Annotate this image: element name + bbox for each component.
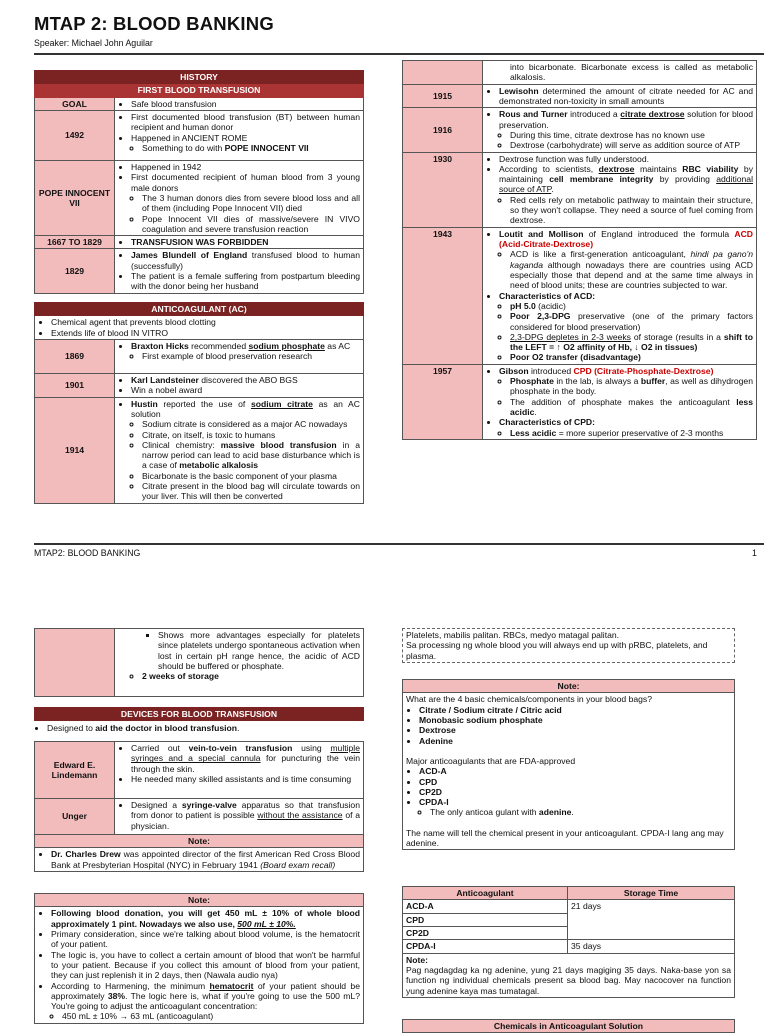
p2-cont-table (34, 628, 364, 697)
note2-c: • The logic is, you have to collect a certain amount of blood that won't be harmful to your patient. Because if you collect this amount of blood from your patient, they can just replenish it in 2 days, then (Nawala audio nya) (51, 950, 360, 981)
fda-item-2: • CPD (419, 777, 731, 787)
year-1829: 1829 (35, 249, 115, 293)
year-1916: 1916 (403, 108, 483, 152)
devices-table (34, 741, 364, 872)
year-1957: 1957 (403, 364, 483, 439)
note3-item-4: • Adenine (419, 736, 731, 746)
lind-a: • Carried out vein-to-vein transfusion using multiple syringes and a special cannula for puncturing the vein through the skin. (131, 743, 360, 774)
page-number: 1 (752, 548, 757, 558)
p2-right-top (402, 628, 735, 663)
storage-note-label: Note: (406, 954, 428, 965)
p2-cont-b: ◦ 2 weeks of storage (142, 671, 360, 681)
note1-text: • Dr. Charles Drew was appointed director of the first American Red Cross Blood Bank at Presbyterian Hospital (NYC) in February 1941 (Board exam recall) (51, 849, 360, 870)
y1914-f: ◦ Citrate present in the blood bag will circulate towards on your liver. This will then be converted (142, 481, 360, 502)
note2-a: • Following blood donation, you will get 450 mL ± 10% of whole blood approximately 1 pint. Nowadays we also use, 500 mL ± 10%. (51, 908, 360, 929)
note3-name: The name will tell the chemical present in your anticoagulant. CPDA-I lang ang may adenine. (406, 827, 724, 849)
y1914-d: ◦ Clinical chemistry: massive blood transfusion in a narrow period can lead to acid base disturbance which is a case of metabolic alkalosis (142, 440, 360, 471)
lindemann-label: Edward E. Lindemann (35, 742, 115, 799)
anticoag-table (34, 302, 364, 504)
fda-item-3: • CP2D (419, 787, 731, 797)
y1829-a: • James Blundell of England transfused blood to human (successfully) (131, 250, 360, 271)
note2-b: • Primary consideration, since we're talking about blood volume, is the hematocrit of your patient. (51, 929, 360, 950)
goal-text: • Safe blood transfusion (131, 99, 360, 109)
y1869-a: • Braxton Hicks recommended sodium phosphate as AC (131, 341, 360, 351)
ac-bullet-1: • Chemical agent that prevents blood clotting (51, 317, 360, 327)
y1829-b: • The patient is a female suffering from postpartum bleeding with the donor being her husband (131, 271, 360, 292)
pope-b: • First documented recipient of human blood from 3 young male donors (131, 172, 360, 193)
y1916-b: ◦ During this time, citrate dextrose has no known use (510, 130, 753, 140)
y1914-b: ◦ Sodium citrate is considered as a major AC nowadays (142, 419, 360, 429)
storage-row-name: CPDA-I (403, 940, 568, 953)
unger-label: Unger (35, 799, 115, 835)
first-bt-heading: FIRST BLOOD TRANSFUSION (35, 84, 364, 97)
bottom-heading: Chemicals in Anticoagulant Solution (403, 1020, 735, 1033)
p2-cont-a: ▪ Shows more advantages especially for platelets since platelets undergo spontaneous activation when lost in certain pH range hence, the acidic of ACD should be buffered or phosphate. (158, 630, 360, 671)
note3-heading: Note: (403, 680, 735, 693)
note3-only: ◦ The only anticoa gulant with adenine. (430, 807, 731, 817)
note2-e: ◦ 450 mL ± 10% → 63 mL (anticoagulant) (62, 1011, 360, 1021)
unger-a: • Designed a syringe-valve apparatus so that transfusion from donor to patient is possible without the assistance of a physician. (131, 800, 360, 831)
pope-c: ◦ The 3 human donors dies from severe blood loss and all of them (including Pope Innocent VII) died (142, 193, 360, 214)
y1930-a: • Dextrose function was fully understood. (499, 154, 753, 164)
note2-heading: Note: (35, 894, 364, 907)
y1943-b: ◦ ACD is like a first-generation anticoagulant, hindi pa gano'n kaganda although nowadays there are countries using ACD especially those that depend and at the same time always in need of blood units; these are countries subjected to war. (510, 249, 753, 290)
speaker-line: Speaker: Michael John Aguilar (34, 38, 153, 48)
y1930-c: ◦ Red cells rely on metabolic pathway to maintain their structure, so they won't collapse. They need a source of fuel coming from dextrose. (510, 195, 753, 226)
year-1930: 1930 (403, 152, 483, 227)
p2-right-top-b: Sa processing ng whole blood you will always end up with pRBC, platelets, and plasma. (406, 640, 708, 661)
storage-header-anticoag: Anticoagulant (403, 887, 568, 900)
y1667-text: • TRANSFUSION WAS FORBIDDEN (131, 237, 360, 247)
y1914-c: ◦ Citrate, on itself, is toxic to humans (142, 430, 360, 440)
y1957-c: ◦ The addition of phosphate makes the anticoagulant less acidic. (510, 397, 753, 418)
year-1492: 1492 (35, 110, 115, 160)
y1943-f: ◦ 2,3-DPG depletes in 2-3 weeks of storage (results in a shift to the LEFT = ↑ O2 affinity of Hb, ↓ O2 in tissues) (510, 332, 753, 353)
pope-d: ◦ Pope Innocent VII dies of massive/severe IN VIVO coagulation and severe transfusion reaction (142, 214, 360, 235)
y1916-a: • Rous and Turner introduced a citrate dextrose solution for blood preservation. (499, 109, 753, 130)
storage-row-time: 21 days (568, 900, 735, 940)
citrate-continued: into bicarbonate. Bicarbonate excess is called as metabolic alkalosis. (510, 62, 753, 83)
y1492-c: ◦ Something to do with POPE INNOCENT VII (142, 143, 360, 153)
storage-row-name: ACD-A (403, 900, 568, 913)
note1-heading: Note: (35, 835, 364, 848)
footer-divider (34, 543, 764, 545)
lind-b: • He needed many skilled assistants and is time consuming (131, 774, 360, 784)
y1914-a: • Hustin reported the use of sodium citrate as an AC solution (131, 399, 360, 420)
year-1943: 1943 (403, 227, 483, 364)
storage-row-name: CP2D (403, 926, 568, 939)
devices-bullet: • Designed to aid the doctor in blood transfusion. (47, 723, 364, 733)
bottom-heading-box (402, 1019, 735, 1033)
header-divider (34, 53, 764, 55)
y1943-c: • Characteristics of ACD: (499, 291, 753, 301)
note3-question: What are the 4 basic chemicals/components in your blood bags? (406, 694, 653, 705)
fda-item-4: • CPDA-I (419, 797, 731, 807)
fda-item-1: • ACD-A (419, 766, 731, 776)
anticoag-heading: ANTICOAGULANT (AC) (35, 303, 364, 316)
year-1914: 1914 (35, 397, 115, 503)
y1957-d: • Characteristics of CPD: (499, 417, 753, 427)
y1901-b: • Win a nobel award (131, 385, 360, 395)
y1957-b: ◦ Phosphate in the lab, is always a buffer, as well as dihydrogen phosphate in the body. (510, 376, 753, 397)
storage-row-time: 35 days (568, 940, 735, 953)
y1901-a: • Karl Landsteiner discovered the ABO BGS (131, 375, 360, 385)
note3-item-2: • Monobasic sodium phosphate (419, 715, 731, 725)
footer-text: MTAP2: BLOOD BANKING (34, 548, 141, 558)
y1943-d: ◦ pH 5.0 (acidic) (510, 301, 753, 311)
y1943-a: • Loutit and Mollison of England introduced the formula ACD (Acid-Citrate-Dextrose) (499, 229, 753, 250)
devices-heading: DEVICES FOR BLOOD TRANSFUSION (35, 708, 364, 721)
note3-item-1: • Citrate / Sodium citrate / Citric acid (419, 705, 731, 715)
y1943-e: ◦ Poor 2,3-DPG preservative (one of the primary factors considered for blood preservation) (510, 311, 753, 332)
y1943-g: ◦ Poor O2 transfer (disadvantage) (510, 352, 753, 362)
y1915-a: • Lewisohn determined the amount of citrate needed for AC and demonstrated non-toxicity in small amounts (499, 86, 753, 107)
y1957-e: ◦ Less acidic = more superior preservative of 2-3 months (510, 428, 753, 438)
pope-a: • Happened in 1942 (131, 162, 360, 172)
note3-fda: Major anticoagulants that are FDA-approved (406, 755, 576, 766)
note3-item-3: • Dextrose (419, 725, 731, 735)
year-1667: 1667 TO 1829 (35, 236, 115, 249)
goal-label: GOAL (35, 97, 115, 110)
y1869-b: ◦ First example of blood preservation research (142, 351, 360, 361)
year-1901: 1901 (35, 373, 115, 397)
storage-header-time: Storage Time (568, 887, 735, 900)
history-table (34, 70, 364, 294)
y1930-b: • According to scientists, dextrose maintains RBC viability by maintaining cell membrane integrity by providing additional source of ATP. (499, 164, 753, 195)
devices-section (34, 707, 364, 738)
p2-right-top-a: Platelets, mabilis palitan. RBCs, medyo matagal palitan. (406, 630, 620, 640)
note2-table (34, 893, 364, 1024)
y1492-a: • First documented blood transfusion (BT) between human recipient and human donor (131, 112, 360, 133)
ac-bullet-2: • Extends life of blood IN VITRO (51, 328, 360, 338)
storage-note-text: Pag nagdagdag ka ng adenine, yung 21 days magiging 35 days. Naka-base yon sa function ng individual chemicals present sa blood bag. May nacocover na function yung adenine kaya mas tumatagal. (406, 964, 731, 996)
storage-row-name: CPD (403, 913, 568, 926)
history-heading: HISTORY (35, 71, 364, 84)
year-1915: 1915 (403, 84, 483, 108)
y1957-a: • Gibson introduced CPD (Citrate-Phosphate-Dextrose) (499, 366, 753, 376)
note3-box (402, 679, 735, 850)
note2-d: • According to Harmening, the minimum hematocrit of your patient should be approximately 38%. The logic here is, what if you're going to use the 500 mL? You're going to adjust the anticoagulant concentration: (51, 981, 360, 1012)
pope-label: POPE INNOCENT VII (35, 160, 115, 235)
storage-table (402, 886, 735, 998)
y1916-c: ◦ Dextrose (carbohydrate) will serve as addition source of ATP (510, 140, 753, 150)
y1492-b: • Happened in ANCIENT ROME (131, 133, 360, 143)
page-title: MTAP 2: BLOOD BANKING (34, 13, 274, 34)
year-1869: 1869 (35, 339, 115, 373)
right-history-table (402, 60, 757, 440)
y1914-e: ◦ Bicarbonate is the basic component of your plasma (142, 471, 360, 481)
